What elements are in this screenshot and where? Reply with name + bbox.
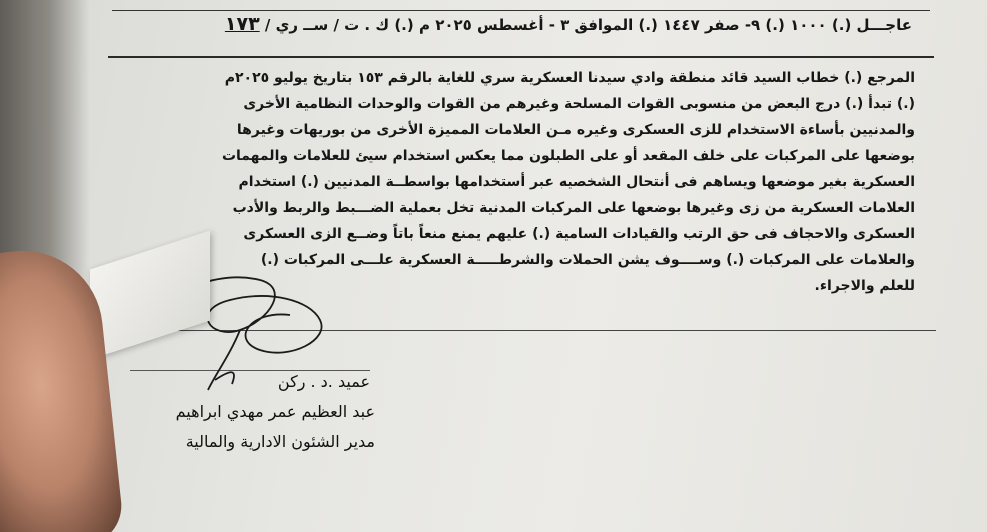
top-rule (112, 10, 930, 11)
body-line-4: بوضعها على المركبات على خلف المقعد أو على الطبلون مما يعكس استخدام سيئ للعلامات والمهمات (221, 148, 915, 164)
body-line-7: العسكرى والاحجاف فى حق الرتب والقيادات السامية (.) عليهم يمنع منعاً باتاً وضــع الزى العسكرى (243, 226, 915, 242)
signatory-rank: عميد .د . ركن (277, 372, 370, 391)
body-line-5: العسكرية بغير موضعها ويساهم فى أنتحال الشخصيه عبر أستخدامها بواسطــة المدنيين (.) استخدام (238, 174, 915, 190)
body-line-9: للعلم والاجراء. (814, 278, 915, 294)
signatory-name: عبد العظيم عمر مهدي ابراهيم (175, 402, 375, 421)
reference-line (100, 13, 912, 35)
body-line-1: المرجع (.) خطاب السيد قائد منطقة وادي سيدنا العسكرية سري للغاية بالرقم ١٥٣ بتاريخ يوليو ٢٠٢٥م (224, 70, 915, 86)
body-line-6: العلامات العسكرية من زى وغيرها بوضعها على المركبات المدنية تخل بعملية الضـــبط والربط والأدب (232, 200, 915, 216)
signatory-title: مدير الشئون الادارية والمالية (185, 432, 375, 451)
body-line-8: والعلامات على المركبات (.) وســــوف يشن الحملات والشرطـــــة العسكرية علـــى المركبات (.) (260, 252, 915, 268)
reference-number: ١٧٣ (224, 13, 260, 35)
reference-text: عاجـــل (.) ١٠٠٠ (.) ٩- صفر ١٤٤٧ (.) الموافق ٣ - أغسطس ٢٠٢٥ م (.) ك . ت / ســ ري / (264, 16, 912, 34)
body-line-2: (.) تبدأ (.) درج البعض من منسوبى القوات المسلحة وغيرهم من القوات والوحدات النظامية الأخرى (243, 96, 915, 112)
body-line-3: والمدنيين بأساءة الاستخدام للزى العسكرى وغيره مـن العلامات المميزة الأخرى من بوريهات وغيرها (236, 122, 915, 138)
header-rule (108, 56, 934, 58)
